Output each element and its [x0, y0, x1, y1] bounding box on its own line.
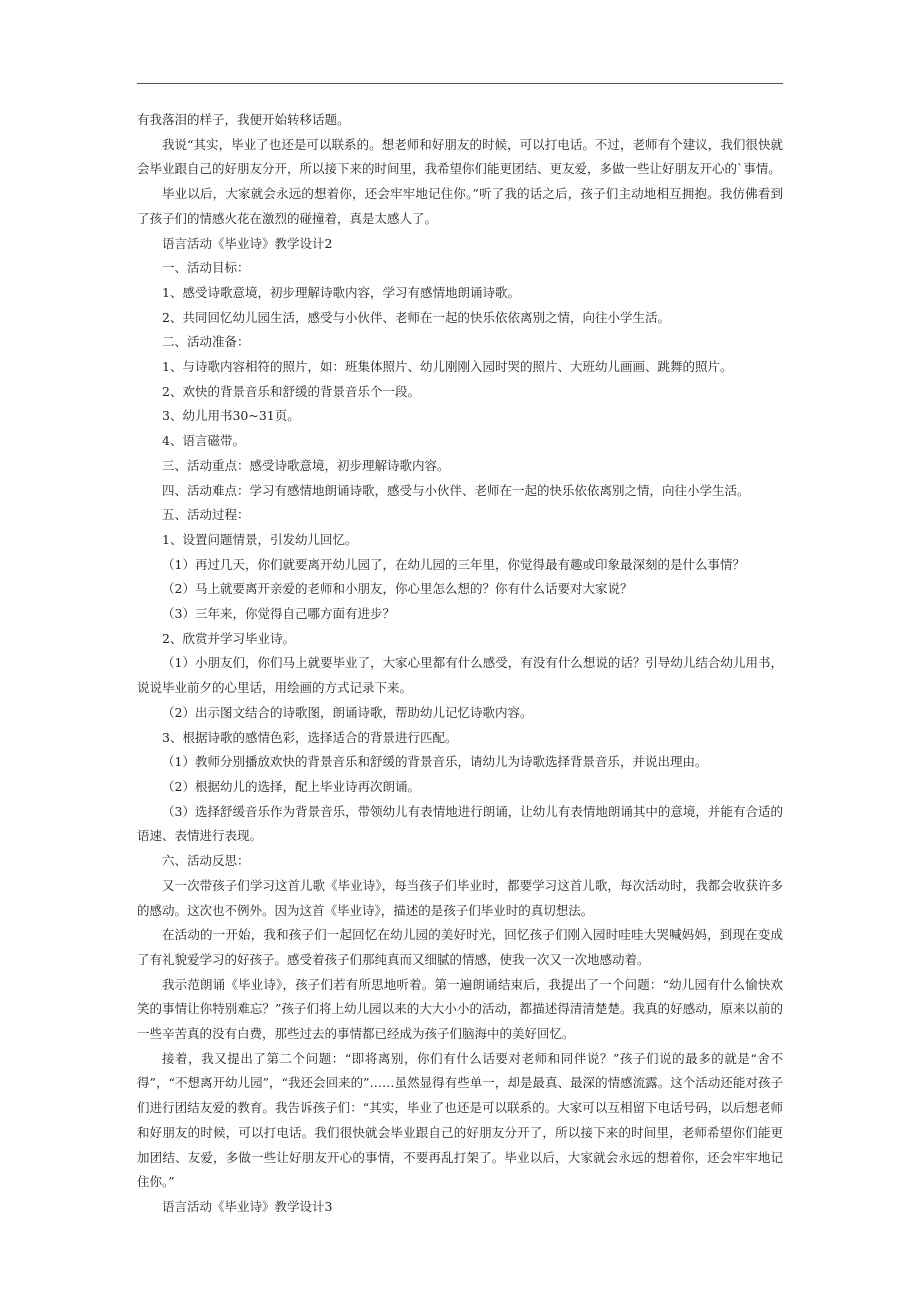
list-item: （3）选择舒缓音乐作为背景音乐，带领幼儿有表情地进行朗诵，让幼儿有表情地朗诵其中的意境，并能有合适的语速、表情进行表现。: [137, 803, 783, 844]
list-item: 4、语言磁带。: [162, 433, 245, 449]
paragraph: 在活动的一开始，我和孩子们一起回忆在幼儿园的美好时光，回忆孩子们刚入园时哇哇大哭喊妈妈，到现在变成了有礼貌爱学习的好孩子。感受着孩子们那纯真而又细腻的情感，使我一次又一次地感动着。: [137, 927, 783, 967]
list-item: 2、共同回忆幼儿园生活，感受与小伙伴、老师在一起的快乐依依离别之情，向往小学生活。: [162, 309, 670, 325]
paragraph: 接着，我又提出了第二个问题：“即将离别，你们有什么话要对老师和同伴说？”孩子们说的最多的就是“舍不得”，“不想离开幼儿园”，“我还会回来的”……虽然显得有些单一，却是最真、最深的情感流露。这个活动还能对孩子们进行团结友爱的教育。我告诉孩子们：“其实，毕业了也还是可以联系的。大家可以互相留下电话号码，以后想老师和好朋友的时候，可以打电话。我们很快就会毕业跟自己的好朋友分开了，所以接下来的时间里，老师希望你们能更加团结、友爱，多做一些让好朋友开心的事情，不要再乱打架了。毕业以后，大家就会永远的想着你，还会牢牢地记住你。”: [137, 1050, 783, 1190]
list-item: 1、与诗歌内容相符的照片，如：班集体照片、幼儿刚刚入园时哭的照片、大班幼儿画画、跳舞的照片。: [162, 359, 733, 375]
section-title: 语言活动《毕业诗》教学设计2: [162, 235, 333, 251]
list-item: （1）再过几天，你们就要离开幼儿园了，在幼儿园的三年里，你觉得最有趣或印象最深刻的是什么事情？: [162, 556, 745, 572]
paragraph: 我说“其实，毕业了也还是可以联系的。想老师和好朋友的时候，可以打电话。不过，老师有个建议，我们很快就会毕业跟自己的好朋友分开，所以接下来的时间里，我希望你们能更团结、更友爱，多做一些让好朋友开心的`事情。: [137, 136, 783, 177]
heading: 五、活动过程：: [162, 507, 250, 523]
list-item: （2）马上就要离开亲爱的老师和小朋友，你心里怎么想的？你有什么话要对大家说？: [162, 581, 633, 597]
heading: 一、活动目标：: [162, 260, 250, 276]
list-item: （1）小朋友们，你们马上就要毕业了，大家心里都有什么感受，有没有什么想说的话？引导幼儿结合幼儿用书，说说毕业前夕的心里话，用绘画的方式记录下来。: [137, 655, 783, 696]
heading: 六、活动反思：: [162, 853, 250, 869]
list-item: 1、感受诗歌意境，初步理解诗歌内容，学习有感情地朗诵诗歌。: [162, 284, 520, 300]
list-item: （2）根据幼儿的选择，配上毕业诗再次朗诵。: [162, 778, 420, 794]
list-item: （1）教师分别播放欢快的背景音乐和舒缓的背景音乐，请幼儿为诗歌选择背景音乐，并说出理由。: [162, 754, 708, 770]
heading: 三、活动重点：感受诗歌意境，初步理解诗歌内容。: [162, 457, 450, 473]
document-body: [137, 108, 783, 1220]
list-item: 2、欣赏并学习毕业诗。: [162, 630, 295, 646]
list-item: 2、欢快的背景音乐和舒缓的背景音乐个一段。: [162, 383, 420, 399]
paragraph: 又一次带孩子们学习这首儿歌《毕业诗》，每当孩子们毕业时，都要学习这首儿歌，每次活动时，我都会收获许多的感动。这次也不例外。因为这首《毕业诗》，描述的是孩子们毕业时的真切想法。: [137, 877, 783, 918]
heading: 四、活动难点：学习有感情地朗诵诗歌，感受与小伙伴、老师在一起的快乐依依离别之情，向往小学生活。: [162, 482, 750, 498]
list-item: 1、设置问题情景，引发幼儿回忆。: [162, 531, 358, 547]
list-item: （3）三年来，你觉得自己哪方面有进步？: [162, 606, 395, 622]
header-rule: [137, 83, 783, 84]
paragraph: 毕业以后，大家就会永远的想着你，还会牢牢地记住你。”听了我的话之后，孩子们主动地相互拥抱。我仿佛看到了孩子们的情感火花在激烈的碰撞着，真是太感人了。: [137, 186, 783, 226]
paragraph: 我示范朗诵《毕业诗》，孩子们若有所思地听着。第一遍朗诵结束后，我提出了一个问题：“幼儿园有什么愉快欢笑的事情让你特别难忘？”孩子们将上幼儿园以来的大大小小的活动，都描述得清清楚楚。我真的好感动，原来以前的一些辛苦真的没有白费，那些过去的事情都已经成为孩子们脑海中的美好回忆。: [137, 976, 783, 1042]
list-item: 3、幼儿用书30~31页。: [162, 408, 300, 424]
section-title: 语言活动《毕业诗》教学设计3: [162, 1198, 333, 1214]
list-item: （2）出示图文结合的诗歌图，朗诵诗歌，帮助幼儿记忆诗歌内容。: [162, 704, 533, 720]
list-item: 3、根据诗歌的感情色彩，选择适合的背景进行匹配。: [162, 729, 458, 745]
paragraph: 有我落泪的样子，我便开始转移话题。: [137, 112, 350, 127]
heading: 二、活动准备：: [162, 334, 250, 350]
